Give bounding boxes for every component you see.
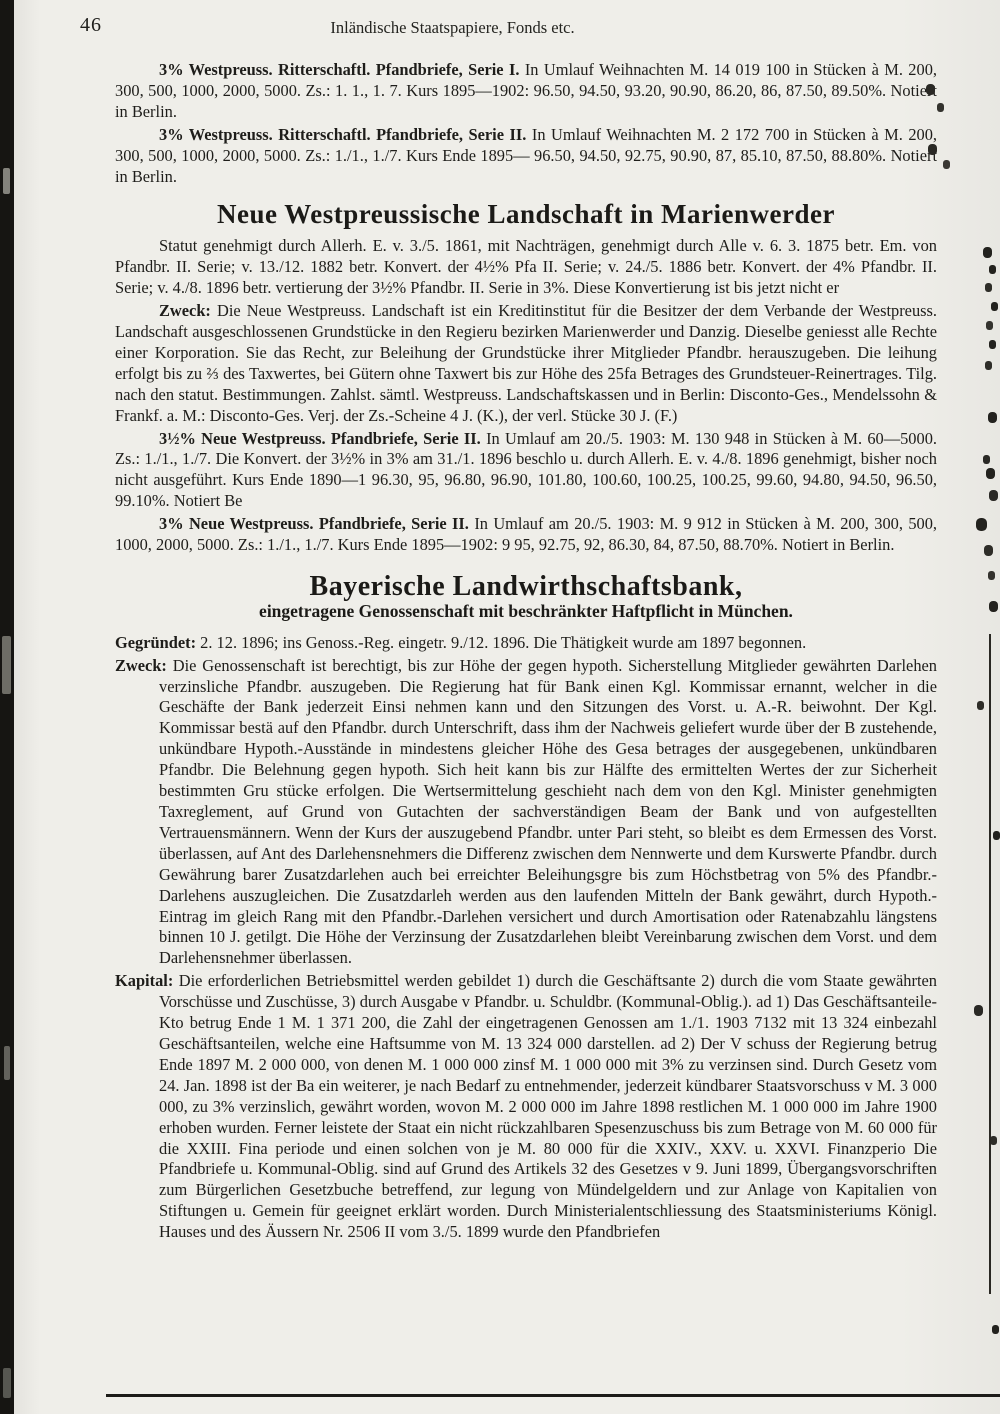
paragraph-zweck-bayerische	[115, 656, 937, 970]
paragraph-statut	[115, 236, 937, 299]
paragraph-neue-pfandbriefe-3½	[115, 429, 937, 513]
section-heading-marienwerder: Neue Westpreussische Landschaft in Marienwerder	[217, 199, 835, 230]
paragraph-lead: Gegründet:	[115, 632, 197, 652]
page-content	[115, 60, 937, 1245]
page-number: 46	[80, 14, 102, 36]
paragraph-text: Statut genehmigt durch Allerh. E. v. 3./5. 1861, mit Nachträgen, genehmigt durch Alle v. 6. 3. 1875 betr. Em. von Pfandbr. II. Serie; v. 13./12. 1882 betr. Konvert. der 4½% Pfa II. Serie; v. 24./5. 1886 betr. Konvert. der 4% Pfandbr. II. Serie; v. 4./8. 1896 betr. vertierung der 3½% Pfandbr. II. Serie in 3%. Diese Konvertierung ist bis jetzt nicht er	[115, 236, 937, 298]
paragraph-text: In Umlauf Weihnachten M. 2 172 700 in Stücken à M. 200, 300, 500, 1000, 2000, 5000. Zs.: 1./1., 1./7. Kurs Ende 1895— 96.50, 94.50, 92.75, 90.90, 87, 85.10, 87.50, 88.80%. Notiert in Berlin.	[115, 124, 938, 186]
scan-artifact-bottom-rule	[106, 1394, 1000, 1397]
paragraph-lead: 3% Neue Westpreuss. Pfandbriefe, Serie II.	[159, 514, 469, 534]
gutter-highlight	[3, 168, 10, 194]
paragraph-text: Die erforderlichen Betriebsmittel werden gebildet 1) durch die Geschäftsante 2) durch die vom Staate gewährten Vorschüsse und Zuschüsse, 3) durch Ausgabe v Pfandbr. u. Schuldbr. (Kommunal-Oblig.). ad 1) Das Geschäftsanteile-Kto betrug Ende 1 M. 1 371 200, die Zahl der eingetragenen Genossen am 1./1. 1903 7132 mit 13 324 einbezahl Geschäftsanteilen, welche eine Haftsumme von M. 13 324 000 darstellen. ad 2) Der V schuss der Regierung betrug Ende 1897 M. 2 000 000, von denen M. 1 000 000 zinsf M. 1 000 000 mit 3% zu verzinsen sind. Durch Gesetz vom 24. Jan. 1898 ist der Ba ein weiterer, je nach Bedarf zu entnehmender, jederzeit kündbarer Staatsvorschuss v M. 3 000 000, zu 3% verzinslich, gewährt worden, wovon M. 2 000 000 im Jahre 1898 restlichen M. 1 000 000 im Jahre 1900 erhoben wurden. Ferner leistete der Staat ein nicht rückzahlbaren Spesenzuschuss bis zum Betrage von M. 60 000 für die XXIII. Fina periode und einen solchen von je M. 80 000 für die XXIV., XXV. u. XXVI. Finanzperio Die Pfandbriefe u. Kommunal-Oblig. sind auf Grund des Artikels 32 des Gesetzes v 9. Juni 1899, Übergangsvorschriften zum Bürgerlichen Gesetzbuche betreffend, zur legung von Mündelgeldern und zur Anlage von Kapitalien von Stiftungen u. Gemein für geeignet erklärt worden. Durch Ministerialentschliessung des Staatsministeriums Königl. Hauses und des Äussern Nr. 2506 II vom 3./5. 1899 wurde den Pfandbriefen	[159, 971, 937, 1242]
section-heading-bayerische: Bayerische Landwirthschaftsbank,	[309, 570, 743, 602]
paragraph-lead: Zweck:	[115, 655, 167, 675]
gutter-highlight	[2, 636, 11, 694]
paragraph-text: In Umlauf Weihnachten M. 14 019 100 in Stücken à M. 200, 300, 500, 1000, 2000, 5000. Zs.: 1. 1., 1. 7. Kurs 1895—1902: 96.50, 94.50, 93.20, 90.90, 86.20, 86, 87.50, 89.50%. Notiert in Berlin.	[115, 60, 937, 121]
paragraph-text: Die Genossenschaft ist berechtigt, bis zur Höhe der gegen hypoth. Sicherstellung Mitglieder gewährten Darlehen verzinsliche Pfandbr. auszugeben. Die Regierung hat für Bank einen Kgl. Kommissar ernannt, welcher in die Geschäfte der Bank jederzeit Einsi nehmen kann und den Sitzungen des Vorst. u. A.-R. beiwohnt. Der Kgl. Kommissar bestä auf den Pfandbr. durch Unterschrift, dass ihm der Nachweis geliefert wurde über der B zustehende, unkündbare Hypoth.-Ausstände in mindestens gleicher Höhe des Gesa betrages der ausgegebenen, unkündbaren Pfandbr. Die Belehnung gegen hypoth. Sich heit kann bis zur Hälfte des ermittelten Wertes der zur Sicherheit bestimmten Gru stücke erfolgen. Die Wertsermittelung geschieht nach dem von den Kgl. Minister genehmigten Taxreglement, auf Grund von Gutachten der sachverständigen Beam der Bank und von aufgestellten Vertrauensmännern. Wenn der Kurs der auszugebend Pfandbr. unter Pari steht, so bleibt es dem Ermessen des Vorst. überlassen, auf Ant des Darlehensnehmers die Differenz zwischen dem Nennwerte und dem Kurswerte Pfandbr. durch Gewährung barer Zusatzdarlehen auch bei erreichter Beleihungsgre bis zum Höchstbetrag von 5% des Pfandbr.-Darlehens auszugleichen. Die Zusatzdarleh werden aus den laufenden Mitteln der Bank gewährt, durch Hypoth.-Eintrag im gleich Rang mit den Pfandbr.-Darlehen versichert und durch Amortisation oder Ratenabzahlu längstens binnen 10 J. getilgt. Die Höhe der Verzinsung der Zusatzdarlehen bleibt Vereinbarung zwischen dem Vorst. und dem Darlehensnehmer überlassen.	[159, 655, 937, 968]
scan-artifact-page-edge-line	[989, 634, 991, 1294]
paragraph-kapital	[115, 971, 937, 1243]
book-gutter-shadow	[0, 0, 14, 1414]
running-header: Inländische Staatspapiere, Fonds etc.	[330, 18, 575, 37]
paragraph-lead: 3% Westpreuss. Ritterschaftl. Pfandbriefe, Serie II.	[159, 124, 527, 144]
paragraph-text: In Umlauf am 20./5. 1903: M. 130 948 in Stücken à M. 60—5000. Zs.: 1./1., 1./7. Die Konvert. der 3½% in 3% am 31./1. 1896 beschlo u. durch Allerh. E. v. 4./8. 1896 genehmigt, bisher noch nicht ausgeführt. Kurs Ende 1890—1 96.30, 95, 96.80, 96.90, 101.80, 100.60, 100.25, 100.25, 99.60, 94.80, 94.50, 96.50, 99.10%. Notiert Be	[115, 428, 937, 511]
paragraph-text: Die Neue Westpreuss. Landschaft ist ein Kreditinstitut für die Besitzer der dem Verbande der Westpreuss. Landschaft ausgeschlossenen Grundstücke in den Regieru bezirken Marienwerder und Danzig. Dieselbe geniesst alle Rechte einer Korporation. Sie das Recht, zur Beleihung der Grundstücke ihrer Mitglieder Pfandbr. herauszugeben. Die leihung erfolgt bis zu ⅔ des Taxwertes, bei Gütern ohne Taxwert bis zur Höhe des 25fa Betrages des Grundsteuer-Reinertrages. Tilg. nach den statut. Bestimmungen. Zahlst. sämtl. Westpreuss. Landschaftskassen und in Berlin: Disconto-Ges., Mendelssohn & Frankf. a. M.: Disconto-Ges. Verj. der Zs.-Scheine 4 J. (K.), der verl. Stücke 30 J. (F.)	[115, 301, 937, 425]
paragraph-zweck-marienwerder	[115, 301, 937, 426]
paragraph-lead: 3½% Neue Westpreuss. Pfandbriefe, Serie II.	[159, 428, 481, 448]
gutter-highlight	[4, 1046, 10, 1080]
paragraph-text: In Umlauf am 20./5. 1903: M. 9 912 in Stücken à M. 200, 300, 500, 1000, 2000, 5000. Zs.: 1./1., 1./7. Kurs Ende 1895—1902: 9 95, 92.75, 92, 86.30, 84, 87.50, 88.70%. Notiert in Berlin.	[115, 514, 938, 555]
paragraph-lead: Kapital:	[115, 971, 174, 991]
paragraph-pfandbriefe-serie-1	[115, 60, 937, 123]
paragraph-lead: 3% Westpreuss. Ritterschaftl. Pfandbriefe, Serie I.	[159, 60, 520, 79]
paragraph-pfandbriefe-serie-2	[115, 125, 937, 188]
gutter-highlight	[3, 1368, 11, 1398]
scan-artifact-specks	[0, 0, 5, 7]
paragraph-lead: Zweck:	[159, 301, 211, 321]
paragraph-gegruendet	[115, 633, 937, 654]
section-subheading-bayerische: eingetragene Genossenschaft mit beschränkter Haftpflicht in München.	[259, 600, 793, 621]
paragraph-text: 2. 12. 1896; ins Genoss.-Reg. eingetr. 9./12. 1896. Die Thätigkeit wurde am 1897 begonnen.	[200, 632, 807, 652]
paragraph-neue-pfandbriefe-3	[115, 514, 937, 556]
